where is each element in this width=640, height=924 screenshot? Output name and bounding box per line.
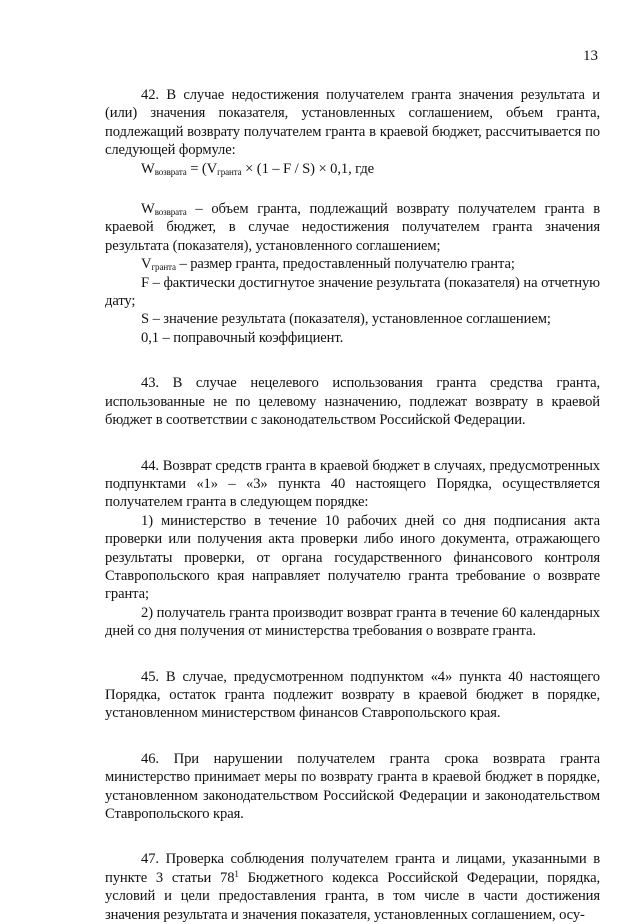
paragraph-44-item-1: 1) министерство в течение 10 рабочих дней со дня подписания акта проверки или получения акта проверки либо иного документа, отражающего результаты проверки, от органа государственного финансового контроля Ставропольского края направляет получателю гранта требование о возврате гранта;	[105, 512, 600, 603]
refund-formula	[105, 160, 600, 178]
definition-v-text: – размер гранта, предоставленный получателю гранта;	[175, 256, 515, 273]
formula-tail: × (1 – F / S) × 0,1, где	[241, 160, 375, 177]
paragraph-46: 46. При нарушении получателем гранта срока возврата гранта министерство принимает меры по возврату гранта в краевой бюджет в порядке, установленном законодательством Российской Федерации и законодательством Ставропольского края.	[105, 750, 600, 822]
definition-s: S – значение результата (показателя), установленное соглашением;	[141, 311, 551, 328]
page-number: 13	[583, 48, 598, 64]
definition-k: 0,1 – поправочный коэффициент.	[141, 329, 344, 346]
formula-w-symbol: W	[141, 160, 155, 177]
definition-w-text: – объем гранта, подлежащий возврату получателем гранта в краевой бюджет, в случае недостижения получателем гранта значения результата (показателя), установленного соглашением;	[105, 201, 600, 254]
paragraph-44-intro: 44. Возврат средств гранта в краевой бюджет в случаях, предусмотренных подпунктами «1» – «3» пункта 40 настоящего Порядка, осуществляется получателем гранта в следующем порядке:	[105, 457, 600, 511]
paragraph-47-superscript: 1	[234, 868, 239, 879]
formula-w-subscript: возврата	[154, 166, 187, 177]
paragraph-44-item-2: 2) получатель гранта производит возврат гранта в течение 60 календарных дней со дня получения от министерства требования о возврате гранта.	[105, 604, 600, 640]
formula-equals-open: = (V	[186, 160, 218, 177]
definition-w	[105, 200, 600, 255]
definition-v	[105, 255, 600, 273]
paragraph-45: 45. В случае, предусмотренном подпунктом «4» пункта 40 настоящего Порядка, остаток гранта подлежит возврату в краевой бюджет в порядке, установленном министерством финансов Ставропольского края.	[105, 668, 600, 722]
definition-w-subscript: возврата	[154, 207, 187, 218]
paragraph-47-before: 47. Проверка соблюдения получателем гранта и лицами, указанными в пункте 3 статьи 78	[105, 851, 600, 886]
document-body	[105, 86, 600, 924]
definition-w-symbol: W	[141, 201, 155, 218]
paragraph-42: 42. В случае недостижения получателем гранта значения результата и (или) значения показателя, установленных соглашением, объем гранта, подлежащий возврату получателем гранта в краевой бюджет, рассчитывается по следующей формуле:	[105, 87, 600, 159]
paragraph-43: 43. В случае нецелевого использования гранта средства гранта, использованные не по целевому назначению, подлежат возврату в краевой бюджет в соответствии с законодательством Российской Федерации.	[105, 375, 600, 429]
definition-v-subscript: гранта	[151, 262, 176, 273]
paragraph-47-after: Бюджетного кодекса Российской Федерации, порядка, условий и цели предоставления гранта, в том числе в части достижения значения результата и значения показателя, установленных соглашением, осу-	[105, 869, 600, 923]
definition-v-symbol: V	[141, 256, 152, 273]
formula-v-subscript: гранта	[217, 166, 242, 177]
definition-f: F – фактически достигнутое значение результата (показателя) на отчетную дату;	[105, 274, 600, 310]
paragraph-47	[105, 850, 600, 924]
